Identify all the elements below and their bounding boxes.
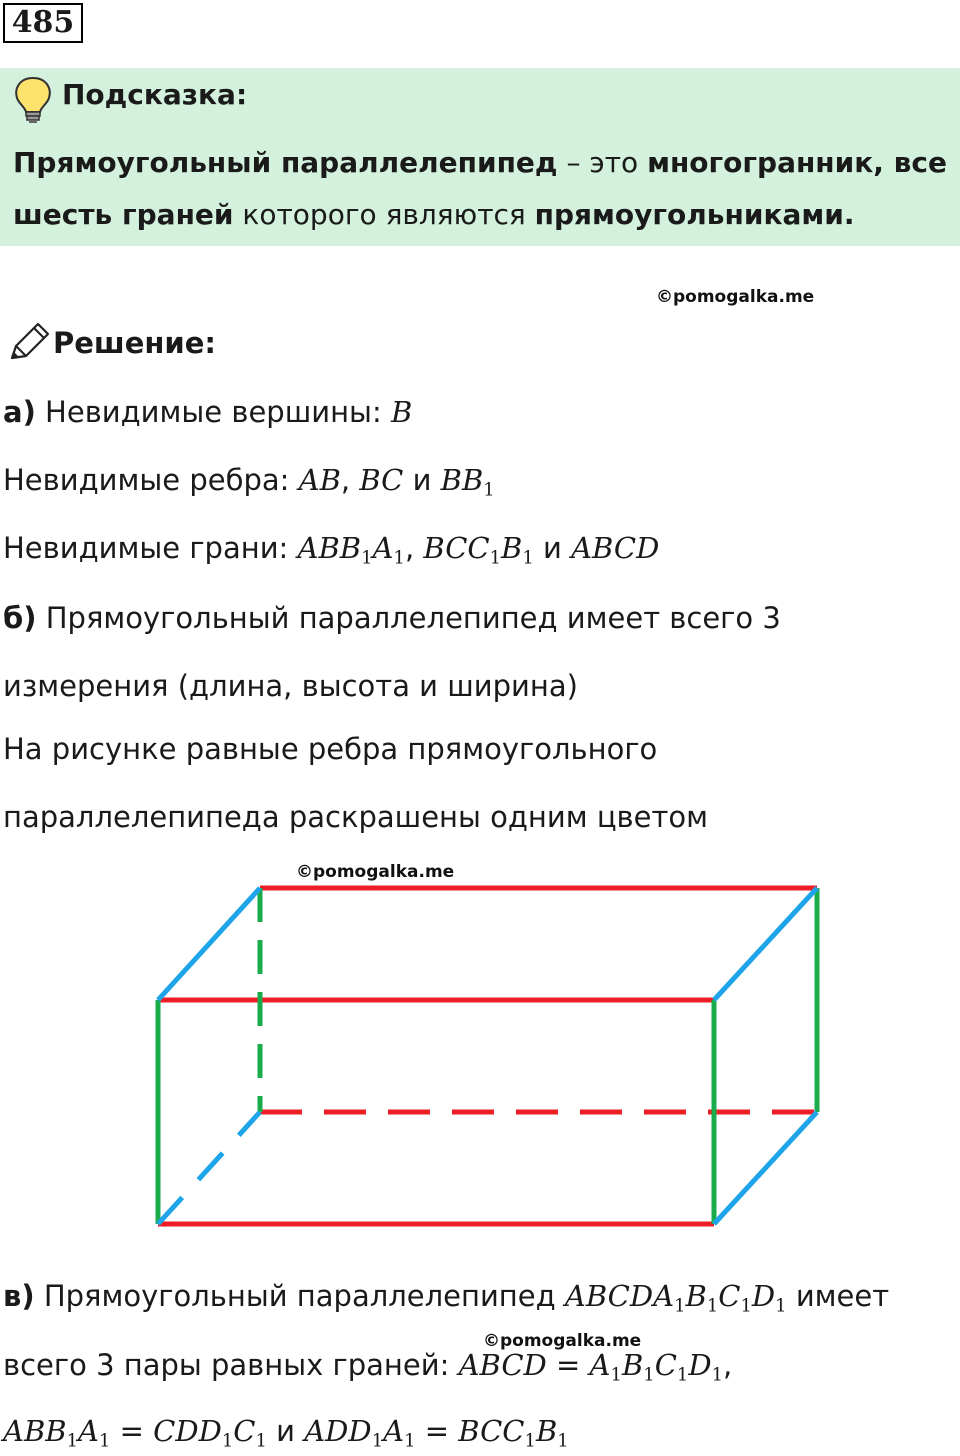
edge-diag-top-right [714,888,817,1000]
part-b-line-2: измерения (длина, высота и ширина) [3,669,578,703]
part-b-line-3: На рисунке равные ребра прямоугольного [3,732,658,766]
hint-line-1: Прямоугольный параллелепипед – это многогранник, все [13,146,947,179]
lightbulb-icon [16,78,50,123]
task-number: 485 [3,3,83,43]
part-a-vertices: а) Невидимые вершины: B [3,395,413,429]
part-a-faces: Невидимые грани: $ABB_1A_1$, $BCC_1B_1$ и ABCD [3,531,660,569]
hint-title: Подсказка: [62,78,248,111]
watermark: ©pomogalka.me [483,1331,642,1351]
edge-diag-bottom-left-hidden [158,1112,260,1224]
solution-title: Решение: [53,326,217,360]
part-c-line-1: в) Прямоугольный параллелепипед $ABCDA_1B_1C_1D_1$ имеет [3,1279,890,1317]
watermark: ©pomogalka.me [296,862,455,882]
part-b-line-1: б) Прямоугольный параллелепипед имеет всего 3 [3,601,781,635]
watermark: ©pomogalka.me [656,287,815,307]
part-a-edges: Невидимые ребра: AB, BC и $BB_1$ [3,463,495,501]
edge-diag-bottom-right [714,1112,817,1224]
part-b-line-4: параллелепипеда раскрашены одним цветом [3,800,709,834]
part-c-line-3: $ABB_1A_1 = CDD_1C_1$ и $ADD_1A_1 = BCC_1B_1$ [3,1414,569,1452]
edge-diag-top-left [158,888,260,1000]
hint-line-2: шесть граней которого являются прямоугольниками. [13,198,855,231]
pencil-icon [12,324,48,358]
part-c-line-2: всего 3 пары равных граней: ABCD = $A_1B_1C_1D_1$, [3,1348,733,1386]
parallelepiped-figure [158,888,817,1224]
